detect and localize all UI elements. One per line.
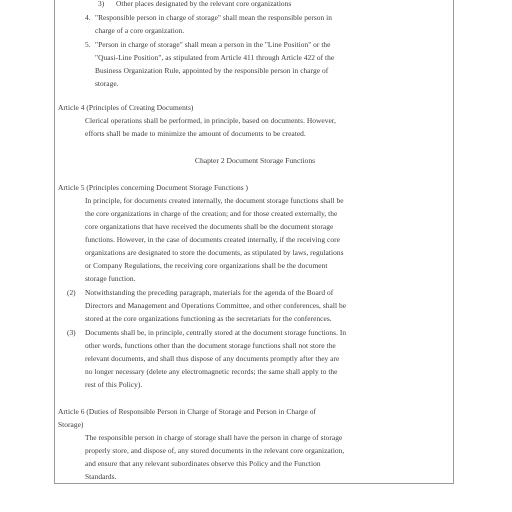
list-item-number: 5. <box>85 40 91 49</box>
article-heading: Storage) <box>58 420 84 429</box>
list-item-text: storage. <box>95 79 119 88</box>
article-text: Standards. <box>85 472 117 481</box>
article-text: Clerical operations shall be performed, in principle, based on documents. However, <box>85 116 336 125</box>
article-text: relevant documents, and shall thus dispose of any documents promptly after they are <box>85 354 340 363</box>
article-text: properly store, and dispose of, any stored documents in the relevant core organization, <box>85 446 345 455</box>
article-text: organizations are designated to store the documents, as stipulated by laws, regulations <box>85 248 344 257</box>
chapter-title: Chapter 2 Document Storage Functions <box>194 156 316 165</box>
article-text: rest of this Policy). <box>85 380 143 389</box>
article-text: Documents shall be, in principle, centrally stored at the document storage functions. In <box>85 328 347 337</box>
paragraph-number: (3) <box>67 328 76 337</box>
list-item-text: charge of a core organization. <box>95 26 185 35</box>
article-text: In principle, for documents created internally, the document storage functions shall be <box>85 196 344 205</box>
article-heading: Article 6 (Duties of Responsible Person in Charge of Storage and Person in Charge of <box>58 407 317 416</box>
list-item-text: "Responsible person in charge of storage" shall mean the responsible person in <box>95 13 333 22</box>
document-page <box>54 0 454 484</box>
article-text: other words, functions other than the document storage functions shall not store the <box>85 341 336 350</box>
list-item-text: Other places designated by the relevant core organizations <box>116 0 292 8</box>
article-text: stored at the core organizations functioning as the secretariats for the conferences. <box>85 314 332 323</box>
article-text: core organizations that have received the documents shall be the document storage <box>85 222 334 231</box>
list-item-text: "Quasi-Line Position", as stipulated from Article 411 through Article 422 of the <box>95 53 335 62</box>
article-text: Notwithstanding the preceding paragraph, materials for the agenda of the Board of <box>85 288 334 297</box>
article-text: Directors and Management and Operations Committee, and other conferences, shall be <box>85 301 347 310</box>
list-item-number: 4. <box>85 13 91 22</box>
list-item-number: 3) <box>98 0 105 8</box>
article-text: storage function. <box>85 274 136 283</box>
article-heading: Article 4 (Principles of Creating Documents) <box>58 103 194 112</box>
article-text: The responsible person in charge of storage shall have the person in charge of storage <box>85 433 343 442</box>
article-text: functions. However, in the case of documents created internally, if the receiving core <box>85 235 340 244</box>
paragraph-number: (2) <box>67 288 76 297</box>
article-text: or Company Regulations, the receiving core organizations shall be the document <box>85 261 328 270</box>
article-text: no longer necessary (delete any electromagnetic records; the same shall apply to the <box>85 367 338 376</box>
article-text: and ensure that any relevant subordinates observe this Policy and the Function <box>85 459 321 468</box>
article-text: the core organizations in charge of the creation; and for those created externally, the <box>85 209 338 218</box>
article-heading: Article 5 (Principles concerning Document Storage Functions ) <box>58 183 249 192</box>
list-item-text: Business Organization Rule, appointed by the responsible person in charge of <box>95 66 329 75</box>
list-item-text: "Person in charge of storage" shall mean a person in the "Line Position" or the <box>95 40 331 49</box>
article-text: efforts shall be made to minimize the amount of documents to be created. <box>85 129 306 138</box>
